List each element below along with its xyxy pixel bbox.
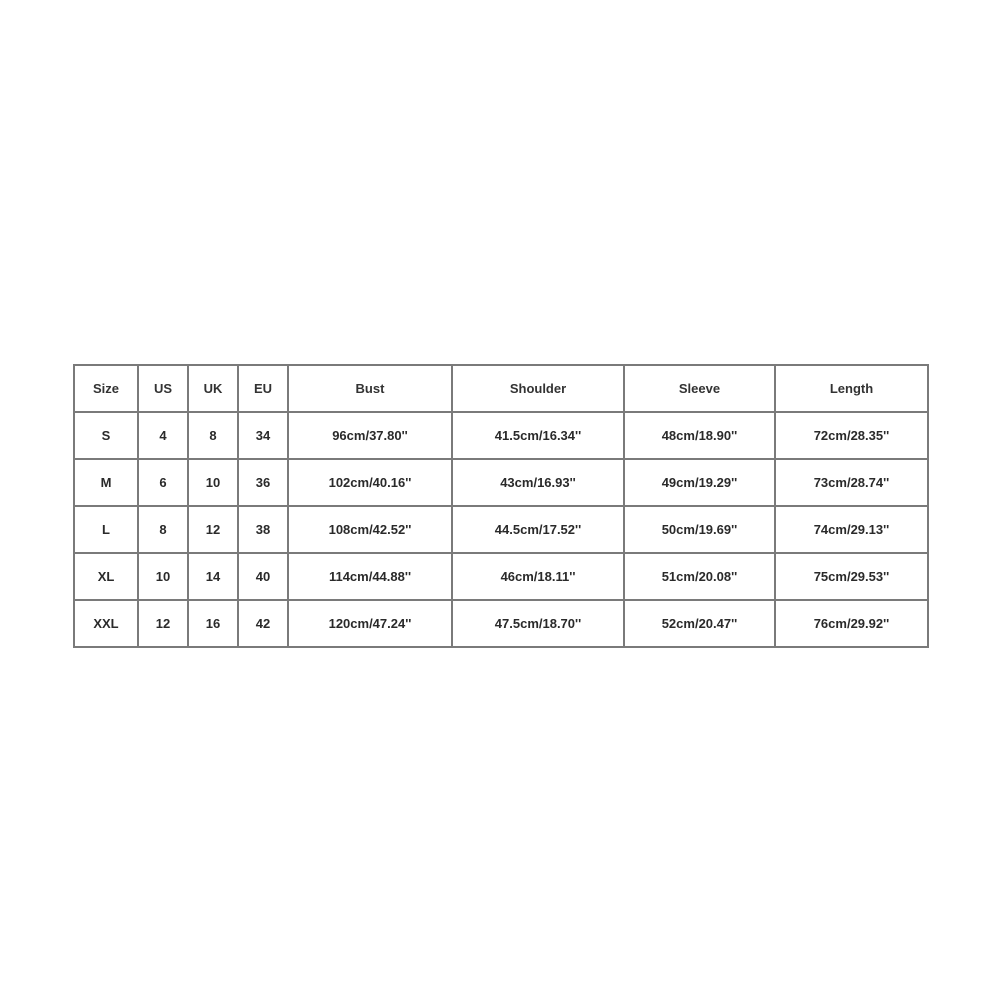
- cell-length: 73cm/28.74'': [775, 459, 928, 506]
- table-row: [74, 459, 928, 506]
- cell-us: 4: [138, 412, 188, 459]
- size-chart-table: [73, 364, 929, 648]
- cell-bust: 114cm/44.88'': [288, 553, 452, 600]
- cell-size: XL: [74, 553, 138, 600]
- column-header-sleeve: Sleeve: [624, 365, 775, 412]
- cell-sleeve: 52cm/20.47'': [624, 600, 775, 647]
- cell-bust: 108cm/42.52'': [288, 506, 452, 553]
- cell-sleeve: 48cm/18.90'': [624, 412, 775, 459]
- cell-us: 6: [138, 459, 188, 506]
- table-row: [74, 553, 928, 600]
- cell-uk: 8: [188, 412, 238, 459]
- table-row: [74, 506, 928, 553]
- cell-uk: 10: [188, 459, 238, 506]
- column-header-length: Length: [775, 365, 928, 412]
- cell-us: 8: [138, 506, 188, 553]
- column-header-size: Size: [74, 365, 138, 412]
- cell-shoulder: 47.5cm/18.70'': [452, 600, 624, 647]
- cell-size: M: [74, 459, 138, 506]
- cell-eu: 42: [238, 600, 288, 647]
- cell-bust: 96cm/37.80'': [288, 412, 452, 459]
- column-header-bust: Bust: [288, 365, 452, 412]
- cell-uk: 12: [188, 506, 238, 553]
- cell-eu: 34: [238, 412, 288, 459]
- cell-sleeve: 49cm/19.29'': [624, 459, 775, 506]
- cell-bust: 120cm/47.24'': [288, 600, 452, 647]
- cell-size: S: [74, 412, 138, 459]
- cell-bust: 102cm/40.16'': [288, 459, 452, 506]
- cell-sleeve: 50cm/19.69'': [624, 506, 775, 553]
- cell-length: 76cm/29.92'': [775, 600, 928, 647]
- cell-size: L: [74, 506, 138, 553]
- cell-sleeve: 51cm/20.08'': [624, 553, 775, 600]
- column-header-uk: UK: [188, 365, 238, 412]
- cell-eu: 40: [238, 553, 288, 600]
- cell-eu: 38: [238, 506, 288, 553]
- cell-uk: 14: [188, 553, 238, 600]
- cell-uk: 16: [188, 600, 238, 647]
- cell-length: 75cm/29.53'': [775, 553, 928, 600]
- table-row: [74, 600, 928, 647]
- column-header-eu: EU: [238, 365, 288, 412]
- cell-length: 72cm/28.35'': [775, 412, 928, 459]
- cell-shoulder: 43cm/16.93'': [452, 459, 624, 506]
- cell-length: 74cm/29.13'': [775, 506, 928, 553]
- column-header-shoulder: Shoulder: [452, 365, 624, 412]
- column-header-us: US: [138, 365, 188, 412]
- cell-eu: 36: [238, 459, 288, 506]
- table-row: [74, 412, 928, 459]
- header-row: [74, 365, 928, 412]
- cell-shoulder: 46cm/18.11'': [452, 553, 624, 600]
- cell-us: 12: [138, 600, 188, 647]
- cell-size: XXL: [74, 600, 138, 647]
- cell-shoulder: 44.5cm/17.52'': [452, 506, 624, 553]
- cell-us: 10: [138, 553, 188, 600]
- cell-shoulder: 41.5cm/16.34'': [452, 412, 624, 459]
